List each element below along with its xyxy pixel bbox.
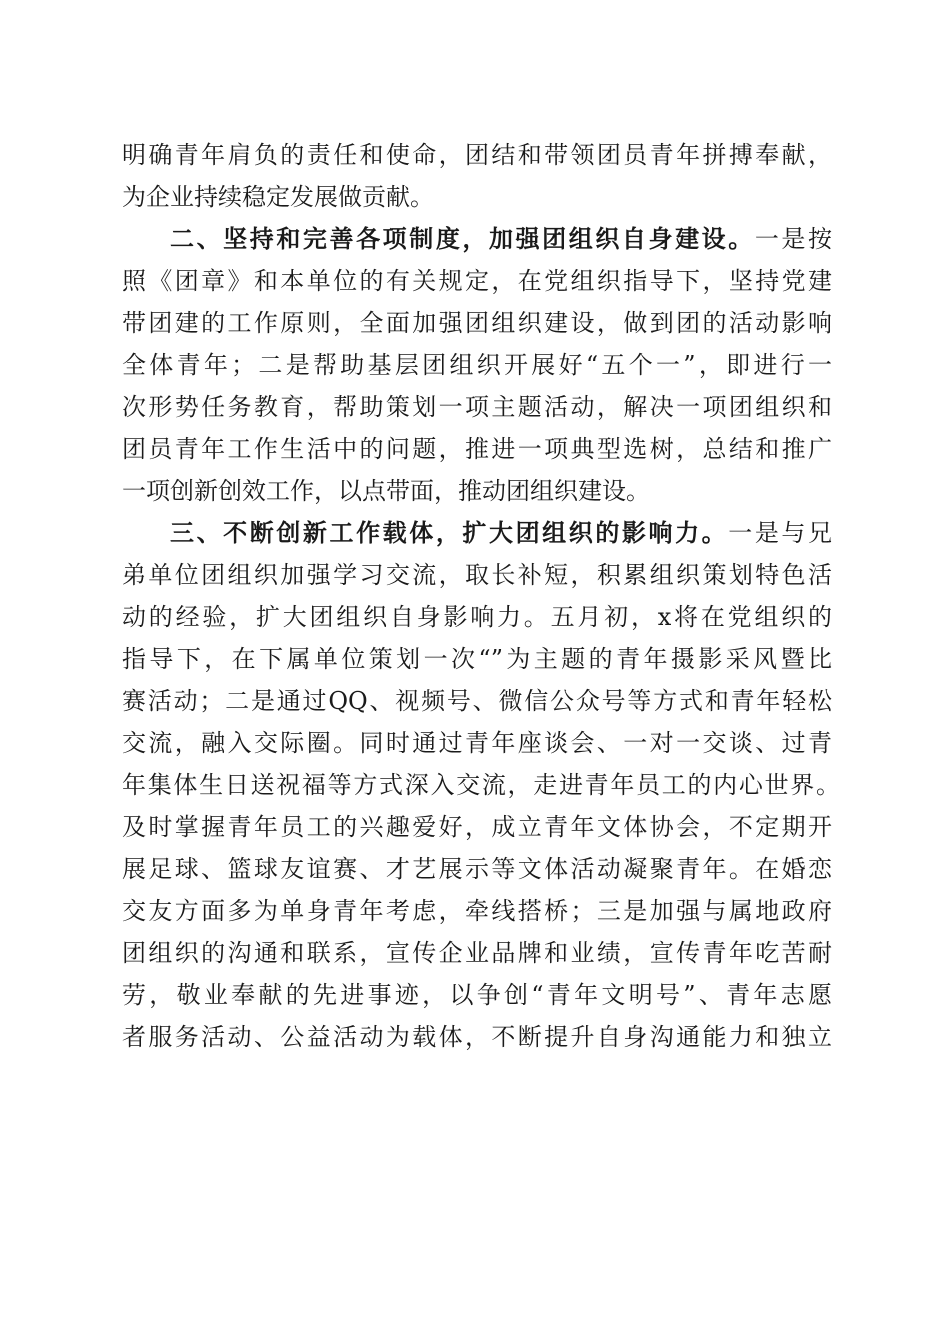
paragraph-3-line-4: 指导下，在下属单位策划一次“”为主题的青年摄影采风暨比	[122, 645, 832, 673]
paragraph-3-first-line-rest: 一是与兄	[728, 519, 832, 547]
paragraph-3-line-8: 及时掌握青年员工的兴趣爱好，成立青年文体协会，不定期开	[122, 813, 832, 841]
paragraph-3-line-2: 弟单位团组织加强学习交流，取长补短，积累组织策划特色活	[122, 561, 832, 589]
paragraph-2-line-1	[122, 218, 832, 260]
section-3-heading: 三、不断创新工作载体，扩大团组织的影响力。	[170, 518, 729, 547]
paragraph-3-line-6: 交流，融入交际圈。同时通过青年座谈会、一对一交谈、过青	[122, 729, 832, 757]
paragraph-3-line-10: 交友方面多为单身青年考虑，牵线搭桥；三是加强与属地政府	[122, 897, 832, 925]
paragraph-3-line-13: 者服务活动、公益活动为载体，不断提升自身沟通能力和独立	[122, 1023, 832, 1051]
document-body	[122, 134, 840, 1058]
paragraph-3-line-3: 动的经验，扩大团组织自身影响力。五月初，x将在党组织的	[122, 603, 832, 631]
paragraph-2-line-6: 团员青年工作生活中的问题，推进一项典型选树，总结和推广	[122, 435, 832, 463]
paragraph-3-line-7: 年集体生日送祝福等方式深入交流，走进青年员工的内心世界。	[122, 771, 840, 799]
paragraph-2-line-2: 照《团章》和本单位的有关规定，在党组织指导下，坚持党建	[122, 267, 832, 295]
paragraph-2-line-5: 次形势任务教育，帮助策划一项主题活动，解决一项团组织和	[122, 393, 832, 421]
section-2-heading: 二、坚持和完善各项制度，加强团组织自身建设。	[170, 224, 755, 253]
paragraph-1-line-2: 为企业持续稳定发展做贡献。	[122, 183, 434, 211]
paragraph-1-line-1: 明确青年肩负的责任和使命，团结和带领团员青年拼搏奉献，	[122, 141, 832, 169]
paragraph-2-first-line-rest: 一是按	[754, 225, 833, 253]
paragraph-3-line-5: 赛活动；二是通过QQ、视频号、微信公众号等方式和青年轻松	[122, 687, 832, 715]
paragraph-3-line-9: 展足球、篮球友谊赛、才艺展示等文体活动凝聚青年。在婚恋	[122, 855, 832, 883]
paragraph-2-line-4: 全体青年；二是帮助基层团组织开展好“五个一”，即进行一	[122, 351, 832, 379]
paragraph-3-line-12: 劳，敬业奉献的先进事迹，以争创“青年文明号”、青年志愿	[122, 981, 832, 1009]
paragraph-2-line-7: 一项创新创效工作，以点带面，推动团组织建设。	[122, 477, 650, 505]
paragraph-2-line-3: 带团建的工作原则，全面加强团组织建设，做到团的活动影响	[122, 309, 832, 337]
paragraph-3-line-1	[122, 512, 832, 554]
paragraph-3-line-11: 团组织的沟通和联系，宣传企业品牌和业绩，宣传青年吃苦耐	[122, 939, 832, 967]
